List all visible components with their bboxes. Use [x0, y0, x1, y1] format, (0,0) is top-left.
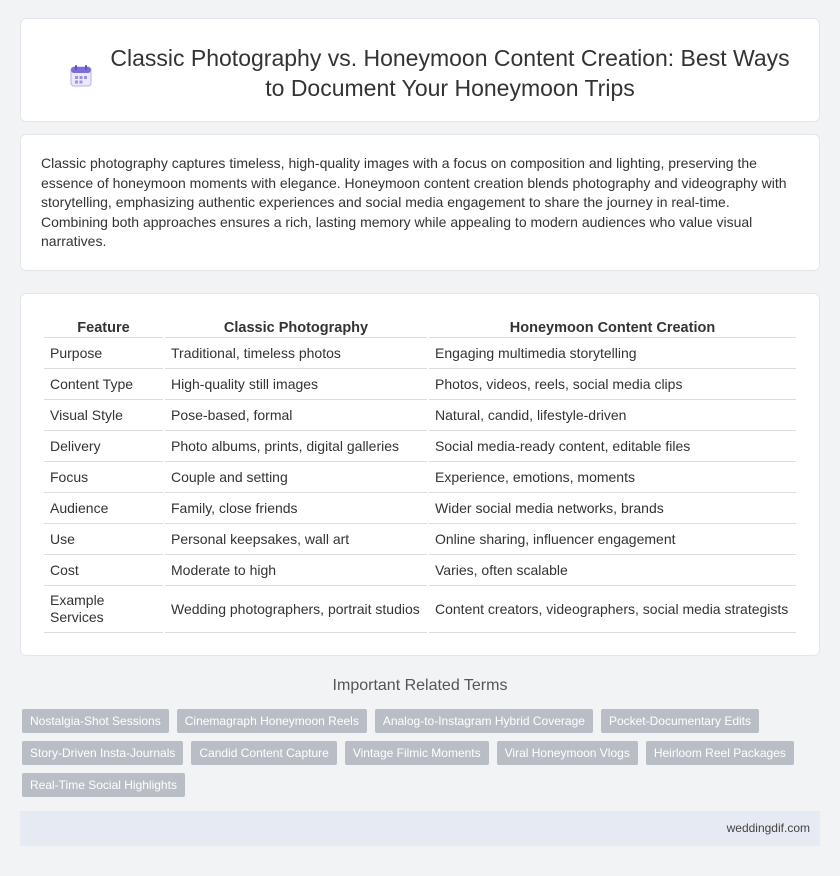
table-row	[44, 431, 796, 462]
table-row	[44, 524, 796, 555]
table-cell-classic: Personal keepsakes, wall art	[165, 524, 427, 555]
table-cell-feature: Audience	[44, 493, 163, 524]
table-cell-content: Natural, candid, lifestyle-driven	[429, 400, 796, 431]
table-cell-classic: Couple and setting	[165, 462, 427, 493]
footer-bar	[20, 811, 820, 846]
table-row	[44, 586, 796, 633]
related-term-tag[interactable]: Candid Content Capture	[191, 741, 336, 765]
table-cell-classic: Family, close friends	[165, 493, 427, 524]
related-term-tag[interactable]: Pocket-Documentary Edits	[601, 709, 759, 733]
table-row	[44, 493, 796, 524]
table-row	[44, 555, 796, 586]
table-cell-feature: Delivery	[44, 431, 163, 462]
column-header-feature: Feature	[44, 316, 163, 338]
table-cell-feature: Use	[44, 524, 163, 555]
intro-paragraph: Classic photography captures timeless, high-quality images with a focus on composition and lighting, preserving the essence of honeymoon moments with elegance. Honeymoon content creation blends photography and videography with storytelling, emphasizing authentic experiences and social media engagement to share the journey in real-time. Combining both approaches ensures a rich, lasting memory while appealing to modern audiences who value visual narratives.	[41, 155, 787, 249]
table-cell-content: Online sharing, influencer engagement	[429, 524, 796, 555]
table-cell-content: Experience, emotions, moments	[429, 462, 796, 493]
table-cell-classic: High-quality still images	[165, 369, 427, 400]
table-cell-feature: Example Services	[44, 586, 163, 633]
related-term-tag[interactable]: Heirloom Reel Packages	[646, 741, 794, 765]
table-header-row	[44, 316, 796, 338]
table-cell-content: Social media-ready content, editable files	[429, 431, 796, 462]
table-cell-content: Wider social media networks, brands	[429, 493, 796, 524]
table-cell-feature: Focus	[44, 462, 163, 493]
table-row	[44, 462, 796, 493]
related-term-tag[interactable]: Viral Honeymoon Vlogs	[497, 741, 638, 765]
calendar-icon	[69, 64, 93, 88]
related-terms-heading: Important Related Terms	[332, 677, 508, 694]
table-cell-content: Content creators, videographers, social media strategists	[429, 586, 796, 633]
table-row	[44, 369, 796, 400]
footer-site-link[interactable]: weddingdif.com	[726, 821, 810, 835]
table-cell-classic: Photo albums, prints, digital galleries	[165, 431, 427, 462]
table-cell-feature: Visual Style	[44, 400, 163, 431]
related-terms-list	[22, 709, 812, 797]
table-row	[44, 400, 796, 431]
related-term-tag[interactable]: Nostalgia-Shot Sessions	[22, 709, 169, 733]
table-cell-classic: Traditional, timeless photos	[165, 338, 427, 369]
table-cell-feature: Content Type	[44, 369, 163, 400]
comparison-table	[42, 316, 798, 633]
table-cell-content: Engaging multimedia storytelling	[429, 338, 796, 369]
related-term-tag[interactable]: Story-Driven Insta-Journals	[22, 741, 183, 765]
table-cell-content: Photos, videos, reels, social media clips	[429, 369, 796, 400]
intro-card	[20, 134, 820, 271]
table-cell-content: Varies, often scalable	[429, 555, 796, 586]
table-cell-classic: Pose-based, formal	[165, 400, 427, 431]
table-row	[44, 338, 796, 369]
related-term-tag[interactable]: Cinemagraph Honeymoon Reels	[177, 709, 367, 733]
comparison-card	[20, 293, 820, 656]
table-cell-feature: Purpose	[44, 338, 163, 369]
title-card	[20, 18, 820, 122]
page-title: Classic Photography vs. Honeymoon Content Creation: Best Ways to Document Your Honeymoon Trips	[110, 45, 790, 101]
table-cell-classic: Wedding photographers, portrait studios	[165, 586, 427, 633]
column-header-classic: Classic Photography	[165, 316, 427, 338]
related-term-tag[interactable]: Analog-to-Instagram Hybrid Coverage	[375, 709, 593, 733]
column-header-content: Honeymoon Content Creation	[429, 316, 796, 338]
table-cell-classic: Moderate to high	[165, 555, 427, 586]
related-term-tag[interactable]: Vintage Filmic Moments	[345, 741, 489, 765]
table-cell-feature: Cost	[44, 555, 163, 586]
related-term-tag[interactable]: Real-Time Social Highlights	[22, 773, 185, 797]
